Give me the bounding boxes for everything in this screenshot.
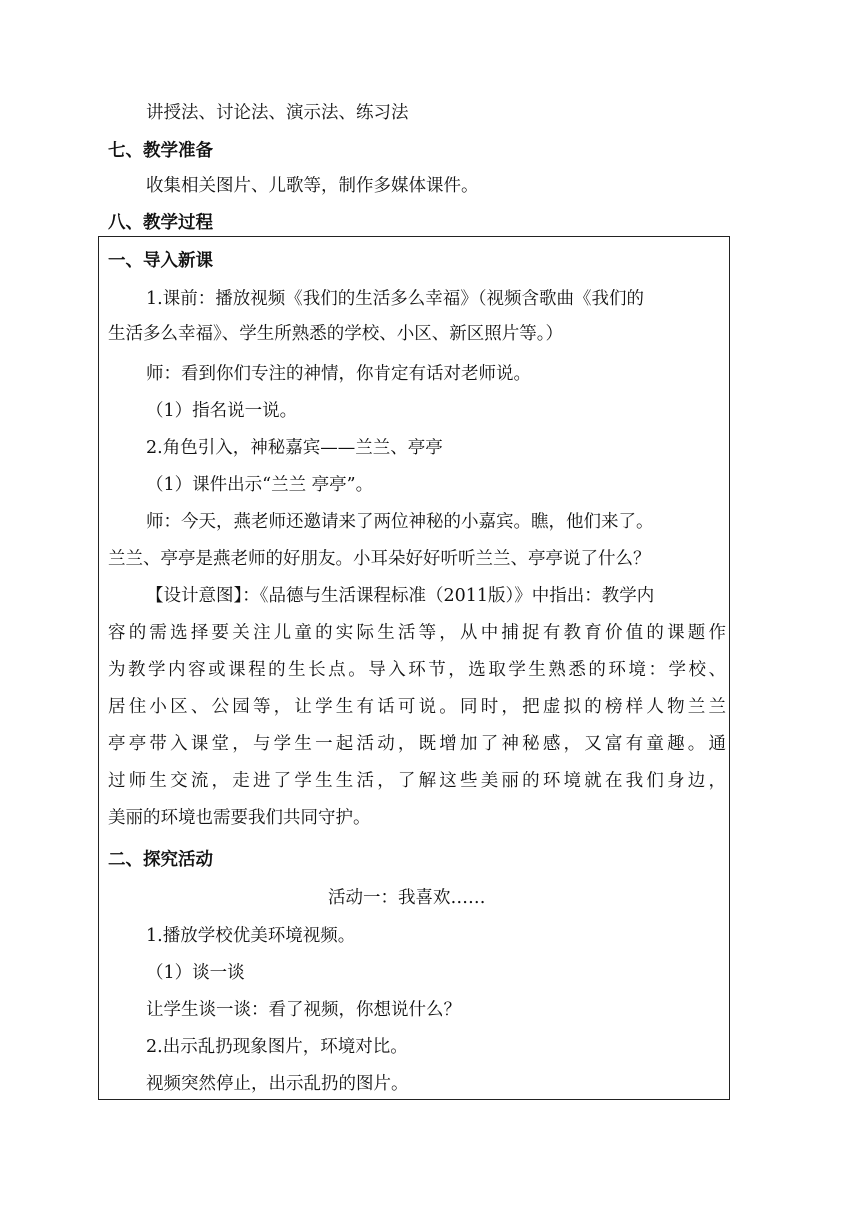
part-1-title: 一、导入新课 — [108, 251, 213, 271]
para-line: （1）谈一谈 — [146, 963, 245, 983]
design-intent-line: 居住小区、公园等，让学生有话可说。同时，把虚拟的榜样人物兰兰 — [108, 697, 726, 717]
para-line: 1.课前：播放视频《我们的生活多么幸福》（视频含歌曲《我们的 — [146, 289, 644, 309]
design-intent-line: 容的需选择要关注儿童的实际生活等，从中捕捉有教育价值的课题作 — [108, 623, 726, 643]
para-line: 师：看到你们专注的神情，你肯定有话对老师说。 — [146, 364, 531, 384]
activity-1-heading: 活动一：我喜欢…… — [328, 888, 486, 908]
section-7-title: 七、教学准备 — [108, 141, 213, 161]
design-intent-line: 过师生交流，走进了学生生活，了解这些美丽的环境就在我们身边， — [108, 771, 726, 791]
design-intent-line: 为教学内容或课程的生长点。导入环节，选取学生熟悉的环境：学校、 — [108, 660, 726, 680]
design-intent-line: 美丽的环境也需要我们共同守护。 — [108, 808, 371, 828]
para-line: 1.播放学校优美环境视频。 — [146, 926, 356, 946]
para-line: 兰兰、亭亭是燕老师的好朋友。小耳朵好好听听兰兰、亭亭说了什么？ — [108, 549, 651, 569]
part-2-title: 二、探究活动 — [108, 850, 213, 870]
para-line: （1）指名说一说。 — [146, 401, 298, 421]
para-line: 2.出示乱扔现象图片，环境对比。 — [146, 1037, 408, 1057]
para-line: 视频突然停止，出示乱扔的图片。 — [146, 1074, 409, 1094]
teaching-methods: 讲授法、讨论法、演示法、练习法 — [146, 103, 409, 123]
para-line: 师：今天，燕老师还邀请来了两位神秘的小嘉宾。瞧，他们来了。 — [146, 512, 654, 532]
section-8-title: 八、教学过程 — [108, 213, 213, 233]
section-7-text: 收集相关图片、儿歌等，制作多媒体课件。 — [146, 176, 479, 196]
para-line: 生活多么幸福》、学生所熟悉的学校、小区、新区照片等。） — [108, 324, 563, 344]
para-line: 让学生谈一谈：看了视频，你想说什么？ — [146, 1000, 461, 1020]
para-line: 2.角色引入，神秘嘉宾——兰兰、亭亭 — [146, 438, 443, 458]
design-intent-line: 亭亭带入课堂，与学生一起活动，既增加了神秘感，又富有童趣。通 — [108, 734, 726, 754]
design-intent-line: 【设计意图】：《品德与生活课程标准（2011版）》中指出：教学内 — [146, 586, 655, 606]
para-line: （1）课件出示“兰兰 亭亭”。 — [146, 475, 374, 495]
